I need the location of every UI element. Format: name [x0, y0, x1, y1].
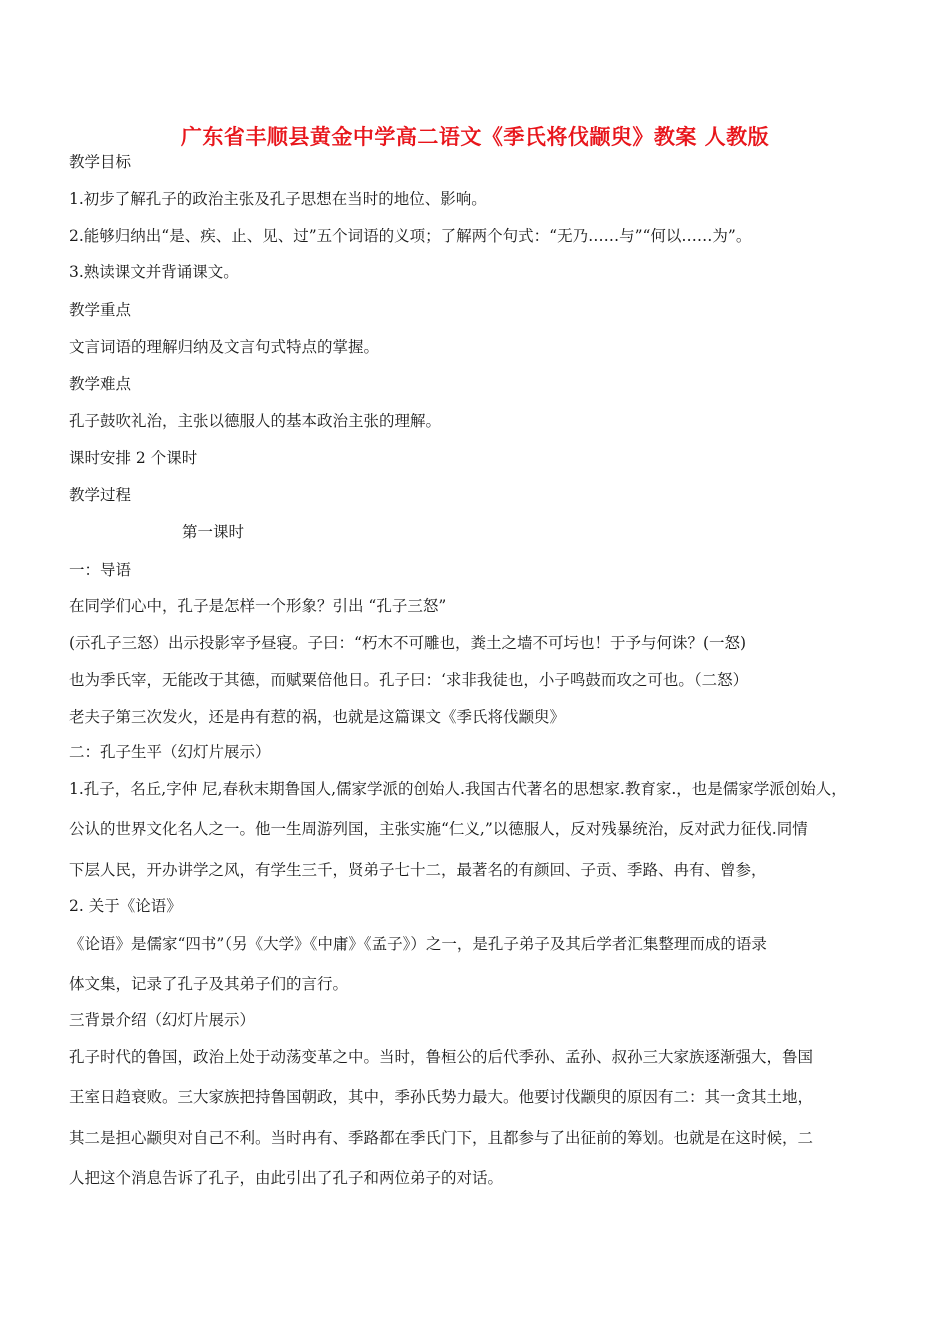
paragraph-line: 在同学们心中，孔子是怎样一个形象？引出 “孔子三怒”	[69, 597, 447, 615]
paragraph-line: (示孔子三怒）出示投影宰予昼寝。子曰：“朽木不可雕也，粪土之墙不可圬也！于予与何诛？(一怒)	[69, 634, 747, 652]
goal-item-2: 2.能够归纳出“是、疾、止、见、过”五个词语的义项；了解两个句式：“无乃……与”“何以……为”。	[69, 227, 752, 245]
paragraph-line: 老夫子第三次发火，还是冉有惹的祸，也就是这篇课文《季氏将伐颛臾》	[69, 708, 566, 726]
lunyu-heading: 2. 关于《论语》	[69, 897, 182, 915]
paragraph-line: 《论语》是儒家“四书”（另《大学》《中庸》《孟子》）之一，是孔子弟子及其后学者汇集整理而成的语录	[69, 935, 767, 953]
paragraph-line: 其二是担心颛臾对自己不利。当时冉有、季路都在季氏门下，且都参与了出征前的筹划。也就是在这时候，二	[69, 1129, 814, 1147]
section-intro-heading: 一：导语	[69, 561, 132, 579]
heading-teaching-process: 教学过程	[69, 486, 132, 504]
paragraph-line: 也为季氏宰，无能改于其德，而赋粟倍他日。孔子曰：‘求非我徒也，小子鸣鼓而攻之可也。（二怒）	[69, 671, 749, 689]
document-title: 广东省丰顺县黄金中学高二语文《季氏将伐颛臾》教案 人教版	[180, 124, 770, 149]
section-background-heading: 三背景介绍（幻灯片展示）	[69, 1011, 256, 1029]
paragraph-line: 下层人民，开办讲学之风，有学生三千，贤弟子七十二，最著名的有颜回、子贡、季路、冉有、曾参，	[69, 861, 767, 879]
lesson-one-heading: 第一课时	[182, 523, 245, 541]
paragraph-line: 体文集，记录了孔子及其弟子们的言行。	[69, 975, 349, 993]
paragraph-line: 1.孔子，名丘,字仲 尼,春秋末期鲁国人,儒家学派的创始人.我国古代著名的思想家.教育家.，也是儒家学派创始人，	[69, 780, 847, 798]
goal-item-1: 1.初步了解孔子的政治主张及孔子思想在当时的地位、影响。	[69, 190, 487, 208]
paragraph-line: 孔子时代的鲁国，政治上处于动荡变革之中。当时，鲁桓公的后代季孙、孟孙、叔孙三大家族逐渐强大，鲁国	[69, 1048, 814, 1066]
paragraph-line: 人把这个消息告诉了孔子，由此引出了孔子和两位弟子的对话。	[69, 1169, 504, 1187]
heading-key-points: 教学重点	[69, 301, 132, 319]
paragraph-line: 公认的世界文化名人之一。他一生周游列国，主张实施“仁义,”以德服人，反对残暴统治，反对武力征伐.同情	[69, 820, 808, 838]
goal-item-3: 3.熟读课文并背诵课文。	[69, 263, 239, 281]
schedule-text: 课时安排 2 个课时	[69, 449, 198, 467]
heading-teaching-goals: 教学目标	[69, 153, 132, 171]
paragraph-line: 王室日趋衰败。三大家族把持鲁国朝政，其中，季孙氏势力最大。他要讨伐颛臾的原因有二：其一贪其土地，	[69, 1088, 814, 1106]
section-biography-heading: 二：孔子生平（幻灯片展示）	[69, 743, 271, 761]
difficulties-text: 孔子鼓吹礼治，主张以德服人的基本政治主张的理解。	[69, 412, 442, 430]
key-points-text: 文言词语的理解归纳及文言句式特点的掌握。	[69, 338, 380, 356]
heading-difficulties: 教学难点	[69, 375, 132, 393]
